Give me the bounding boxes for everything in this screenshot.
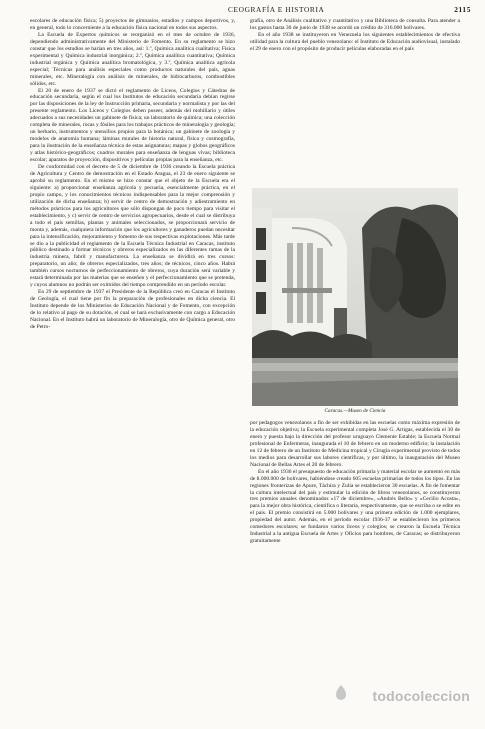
watermark-text: todocoleccion: [372, 688, 470, 704]
page-header: [28, 5, 471, 17]
museum-building-image: [252, 188, 458, 406]
right-bottom-paragraph-2: En el año 1936 el presupuesto de educación primaria y material escolar se aumentó en más de 8.000.000 de bolívares, habiéndose creado 605 escuelas primarias de todos los tipos. En las regiones fronterizas de Apure, Táchira y Zulia se establecieron 30 escuelas. A fin de fomentar la cultura intelectual del país y estimular la edición de libros venezolanos, se constituyeron tres premios anuales denominados «17 de diciembre», «Andrés Bello» y «Cecilio Acosta», para la mejor obra histórica, científica o literaria, respectivamente, que se escriba o se edite en el país. El premio consistirá en 5.000 bolívares y una primera edición de 1.000 ejemplares, propiedad del autor. Además, en el período escolar 1936-37 se establecieron los primeros comedores escolares; se fundaron varios liceos y colegios; se crearon la Escuela Técnica Industrial a la antigua Escuela de Artes y Oficios para hombres, de Caracas; se distribuyeron gratuitamente: [250, 468, 460, 545]
right-bottom-paragraph-1: por pedagogos venezolanos a fin de ser exhibidas en las escuelas como máxima expresión de la educación objetiva; la Escuela experimental completa José G. Artigas, establecida el 30 de enero y puesta bajo la dirección del profesor uruguayo Clemente Estable; la Escuela Normal profesional de Enfermeras, inaugurada el 10 de febrero en un moderno edificio; la instalación en 12 de febrero de un Instituto de Medicina tropical y Cirugía experimental provisto de todos los medios para desarrollar sus labores científicas, y por último, la inauguración del Museo Nacional de Bellas Artes el 20 de febrero.: [250, 420, 460, 468]
left-paragraph-2: La Escuela de Expertos químicos se reorganizó en el mes de octubre de 1936, dependiendo administrativamente del Ministerio de Fomento. En su reglamento se hizo constar que los estudios se harían en tres años, así: 1.º, Química analítica cualitativa; Física experimental y Química industrial inorgánica; 2.º, Química analítica cuantitativa; Química industrial orgánica y Química analítica bromatológica, y 3.º, Química analítica agrícola especial; Técnicas para análisis especiales como productos naturales del país, aguas minerales, etc. Mineralogía con análisis de minerales, de hidrocarburos, combustibles sólidos, etc.: [30, 31, 235, 87]
right-top-paragraph-1: grafía, otro de Análisis cualitativo y cuantitativo y una Biblioteca de consulta. Para atender a los gastos hasta 30 de junio de 1938 se acordó un crédito de 316.000 bolívares.: [250, 18, 460, 31]
watermark: [300, 676, 480, 716]
left-paragraph-4: De conformidad con el decreto de 5 de diciembre de 1936 creando la Escuela práctica de Agricultura y Centro de demostración en el Estado Aragua, el 23 de enero siguiente se aprobó su reglamento. En el mismo se hizo constar que el objeto de la Escuela era el siguiente: a) proporcionar enseñanza agrícola y pecuaria, esencialmente práctica, en el propio campo, y los conocimientos técnicos indispensables para la mejor comprensión y utilización de dicha enseñanza; b) servir de centro de demostración y adiestramiento en métodos prácticos para los agricultores que sólo dispongan de poco tiempo para visitar el establecimiento, y c) servir de centro de servicios agropecuarios, desde el cual se distribuya a todo el país semillas, plantas y animales seleccionados, se proporcionará servicio de monta y, además, cualquiera información que los agricultores y ganaderos puedan necesitar para la intensificación, mejoramiento y fomento de sus respectivas explotaciones. Más tarde se dio a la publicidad el reglamento de la Escuela Técnica Industrial en Caracas, instituto público destinado a formar técnicos y obreros especializados en las diferentes ramas de la industria minera, fabril y manufacturera. La enseñanza se dividirá en tres cursos: preparatorio, un año; de obreros especializados, tres años; de técnicos, cinco años. Habrá también cursos nocturnos de perfeccionamiento de obreros, cuya duración será variable y estará determinada por las materias que se enseñen y el perfeccionamiento que se pretenda, y cuyos alumnos no podrán ser eximidos del tiempo comprendido en un período escolar.: [30, 164, 235, 289]
left-column: [30, 18, 235, 663]
museum-photo: [252, 188, 458, 406]
left-paragraph-5: En 29 de septiembre de 1937 el Presidente de la República creó en Caracas el Instituto de Geología, el cual tiene por fin la preparación de profesionales en dicha ciencia. El Instituto depende de los Ministerios de Educación Nacional y de Fomento, con excepción de lo relativo al pago de su dotación, el cual se hará exclusivamente con cargo a Educación Nacional. En el Instituto habrá un laboratorio de Mineralogía, otro de Química general, otro de Petro-: [30, 289, 235, 330]
right-column-bottom: [250, 420, 460, 665]
left-paragraph-3: El 20 de enero de 1937 se dictó el reglamento de Liceos, Colegios y Cátedras de educación secundaria, según el cual los Institutos de educación secundaria debían regirse por las disposiciones de la ley de Instrucción primaria, secundaria y normalista y por las del presente reglamento. Los Liceos y Colegios deben poseer, además del mobiliario y útiles adecuados a sus necesidades un gabinete de física; un laboratorio de química; una colección completa de minerales, rocas y fósiles para los trabajos prácticos de mineralogía y geología; un herbario, instrumentos y utensilios propios para la botánica; un gabinete de zoología y modelos de anatomía humana; láminas murales de historia natural, física y cosmografía, para la ilustración de la enseñanza técnica de estas asignaturas; mapas y globos geográficos y atlas histórico-geográficos; cuadros murales para enseñanza de lenguas vivas; biblioteca escolar; aparatos de proyección, dispositivos y películas propias para la enseñanza, etc.: [30, 87, 235, 164]
page-number: 2115: [454, 5, 471, 14]
left-paragraph-1: escolares de educación física; 5) proyectos de gimnasios, estadios y campos deportivos, y, en general, todo lo concerniente a la educación física nacional en todos sus aspectos.: [30, 18, 235, 31]
photo-caption: Caracas.—Museo de Ciencia: [324, 408, 386, 414]
right-top-paragraph-2: En el año 1938 se instituyeron en Venezuela los siguientes establecimientos de efectiva utilidad para la cultura del pueblo venezolano: el Instituto de Educación audiovisual, instalado el 29 de enero con el propósito de producir películas elaboradas en el país: [250, 31, 460, 52]
running-title: CEOGRAFÍA E HISTORIA: [228, 5, 325, 14]
right-column-top: [250, 18, 460, 183]
watermark-logo-icon: [334, 684, 348, 704]
